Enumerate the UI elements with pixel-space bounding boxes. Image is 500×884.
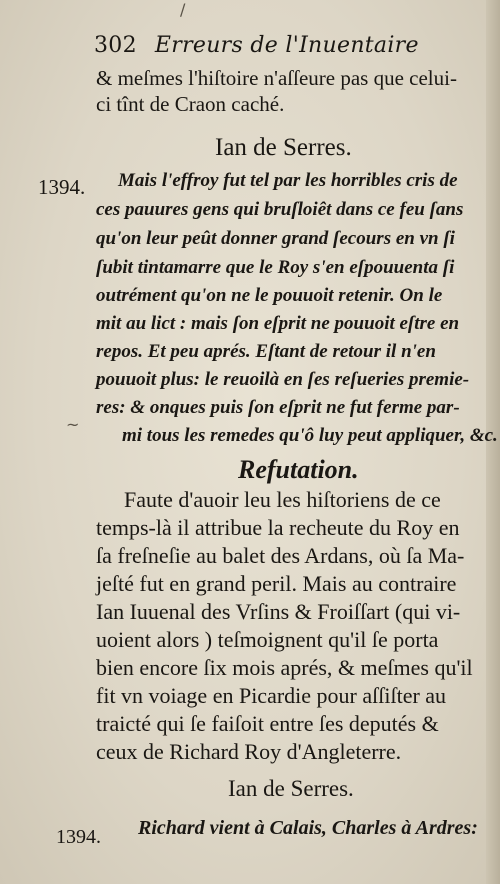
margin-year: 1394.: [38, 175, 86, 199]
body-line: Ian Iuuenal des Vrſins & Froiſſart (qui vi-: [96, 599, 461, 624]
page-number: 302: [94, 33, 137, 58]
quote-line: Mais l'effroy fut tel par les horribles cris de: [118, 170, 458, 191]
body-line: uoient alors ) teſmoignent qu'il ſe porta: [96, 627, 439, 652]
quote-line: mit au lict : mais ſon eſprit ne pouuoit eſtre en: [96, 313, 460, 334]
body-line: ſa freſneſie au balet des Ardans, où ſa Ma-: [96, 543, 465, 568]
body-line: jeſté fut en grand peril. Mais au contraire: [96, 571, 457, 596]
quote-line: repos. Et peu aprés. Eſtant de retour il n'en: [96, 341, 436, 362]
section-heading: Ian de Serres.: [215, 134, 352, 161]
opening-line: & meſmes l'hiſtoire n'aſſeure pas que celui-: [96, 66, 457, 90]
body-line: Faute d'auoir leu les hiſtoriens de ce: [124, 487, 441, 512]
margin-mark: /: [180, 0, 186, 19]
body-line: temps-là il attribue la recheute du Roy en: [96, 515, 460, 540]
quote-line: mi tous les remedes qu'ô luy peut appliquer, &c.: [122, 425, 498, 446]
margin-year: 1394.: [56, 826, 101, 848]
margin-mark: ~: [66, 415, 80, 434]
running-header: [94, 33, 419, 58]
running-title: Erreurs de l'Inuentaire: [154, 33, 419, 58]
body-line: fit vn voiage en Picardie pour aſſiſter au: [96, 683, 447, 708]
body-line: bien encore ſix mois aprés, & meſmes qu'il: [96, 655, 473, 680]
quote-line: qu'on leur peût donner grand ſecours en vn ſi: [96, 228, 455, 249]
quote-line: Richard vient à Calais, Charles à Ardres:: [138, 817, 478, 839]
body-line: traicté qui ſe faiſoit entre ſes deputés &: [96, 711, 439, 736]
quote-line: ces pauures gens qui bruſloiêt dans ce feu ſans: [96, 199, 464, 220]
section-heading: Ian de Serres.: [228, 776, 354, 801]
quote-line: ſubit tintamarre que le Roy s'en eſpouuenta ſi: [96, 257, 455, 278]
quote-line: res: & onques puis ſon eſprit ne fut ferme par-: [96, 397, 460, 418]
body-line: ceux de Richard Roy d'Angleterre.: [96, 739, 402, 764]
quote-line: outrément qu'on ne le pouuoit retenir. On le: [96, 285, 443, 306]
opening-line: ci tînt de Craon caché.: [96, 92, 285, 116]
refutation-heading: Refutation.: [238, 455, 359, 484]
quote-line: pouuoit plus: le reuoilà en ſes reſueries premie-: [96, 369, 470, 390]
